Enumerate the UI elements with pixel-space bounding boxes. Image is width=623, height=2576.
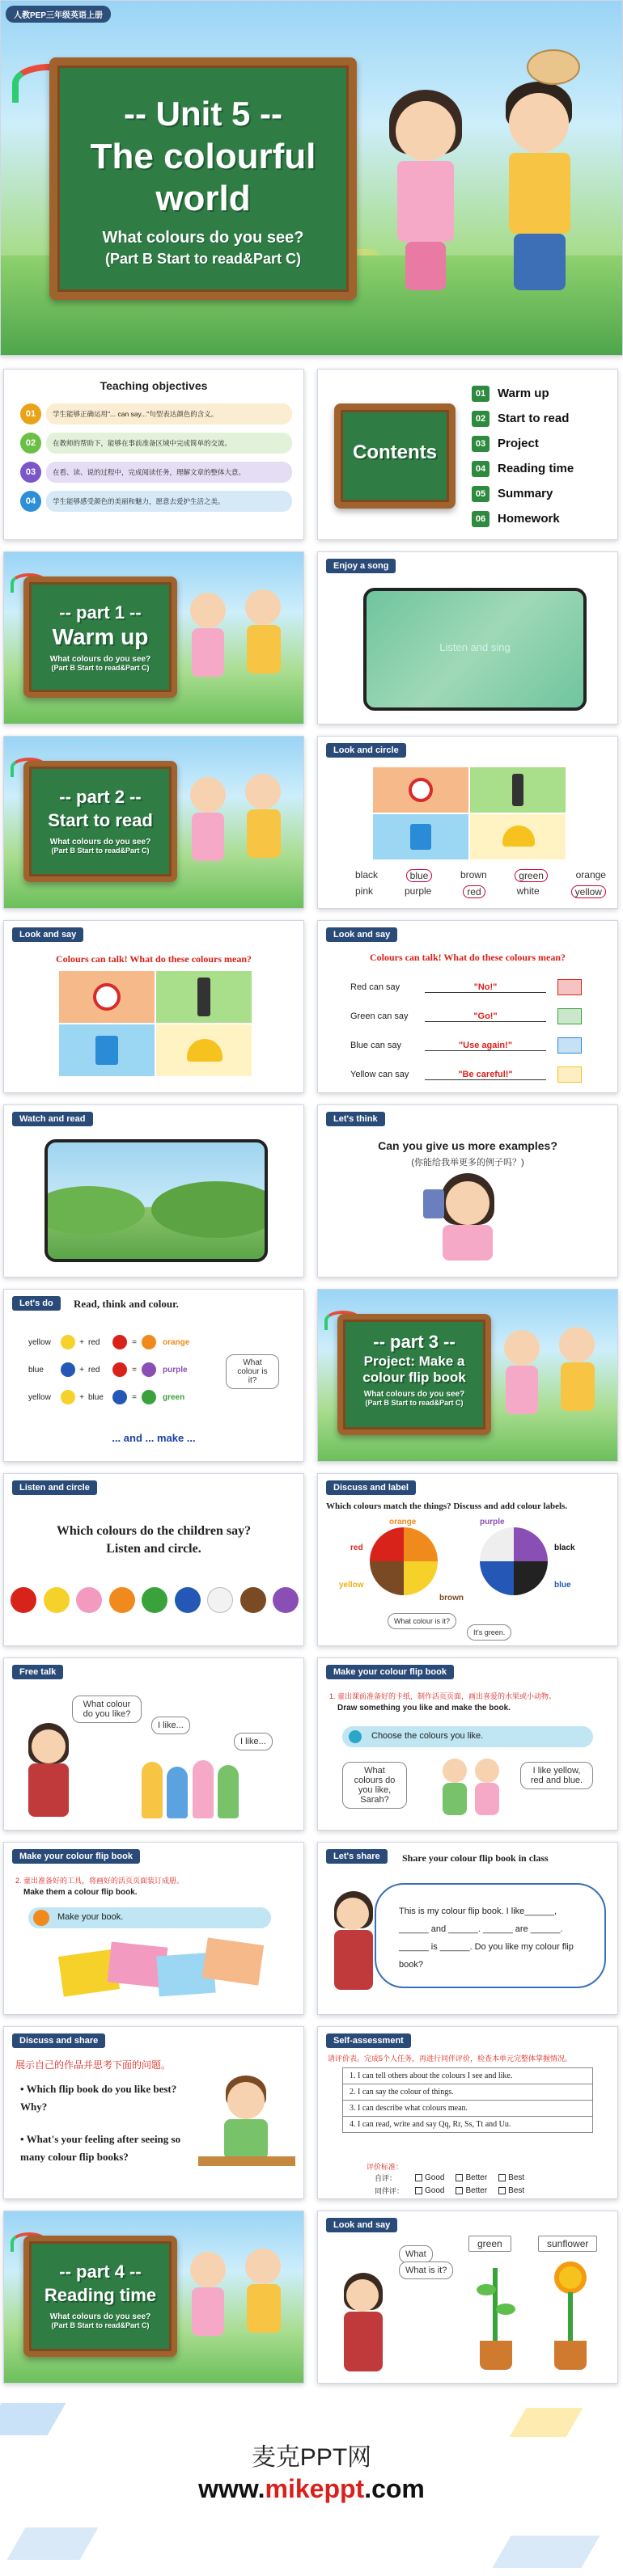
part4-slide[interactable] xyxy=(3,2211,304,2384)
pill-dot xyxy=(349,1730,362,1743)
what-colour-bubble: What colour is it? xyxy=(388,1613,456,1629)
rating-option[interactable] xyxy=(456,2173,487,2183)
share-speech-bubble xyxy=(375,1883,606,1988)
deco-blue-shape xyxy=(0,2403,66,2435)
assessment-item: 1. I can tell others about the colours I see and like. xyxy=(342,2067,593,2084)
thinking-girl-illustration xyxy=(423,1173,512,1270)
look-say-label: Look and say xyxy=(326,927,397,942)
colour-mix-row xyxy=(28,1383,239,1411)
peer-rating-row xyxy=(375,2185,524,2196)
purple-splash xyxy=(273,1587,299,1613)
share-slide[interactable] xyxy=(317,1842,618,2015)
contents-label: Summary xyxy=(498,487,553,500)
contents-item[interactable] xyxy=(472,506,574,531)
step-number-badge xyxy=(33,1910,49,1926)
green-splash xyxy=(142,1587,167,1613)
recycle-card xyxy=(59,1024,155,1076)
checkbox[interactable] xyxy=(498,2174,506,2181)
contents-number: 05 xyxy=(472,486,490,502)
objective-number: 03 xyxy=(20,462,41,483)
no-sign-card xyxy=(373,767,468,813)
song-slide[interactable] xyxy=(317,551,618,724)
brand-cn: 麦克PPT网 xyxy=(251,2444,372,2471)
objectives-list xyxy=(20,403,292,520)
listen-question: Which colours do the children say? xyxy=(56,1524,252,1538)
objectives-slide[interactable] xyxy=(3,369,304,540)
look-say-label: Look and say xyxy=(326,2218,397,2232)
teacher-illustration xyxy=(20,1723,77,1820)
think-slide[interactable] xyxy=(317,1104,618,1277)
think-label: Let's think xyxy=(326,1112,385,1126)
brown-splash xyxy=(240,1587,266,1613)
rating-text: Best xyxy=(508,2173,525,2182)
paint-palette-icon xyxy=(527,49,580,85)
make-book-text: Make your book. xyxy=(57,1912,124,1922)
colour-dot xyxy=(112,1335,127,1349)
mix-colour-a: yellow xyxy=(28,1337,51,1347)
white-splash xyxy=(207,1587,233,1613)
watch-read-label: Watch and read xyxy=(12,1112,93,1126)
share-text: This is my colour flip book. I like______, ______ and ______. ______ are ______. ______ is ______. Do you like my colour flip book? xyxy=(399,1907,574,1970)
answer-prefix: Green can say xyxy=(350,1011,409,1021)
kids-illustration xyxy=(182,2244,295,2373)
traffic-light-card xyxy=(156,971,252,1023)
contents-item[interactable] xyxy=(472,456,574,481)
step-english: Draw something you like and make the book. xyxy=(337,1704,511,1712)
look-circle-slide[interactable] xyxy=(317,736,618,909)
contents-label: Warm up xyxy=(498,386,549,400)
choose-colours-pill xyxy=(342,1726,593,1747)
listen-instruction: Listen and circle. xyxy=(106,1542,201,1556)
cover-title-line1: The colourful xyxy=(90,137,316,177)
answer-lines xyxy=(350,973,593,1089)
part1-chalkboard xyxy=(23,576,177,698)
url-brand: mikeppt xyxy=(265,2474,365,2503)
kids-illustration xyxy=(496,1322,609,1451)
colours-question: Colours can talk! What do these colours mean? xyxy=(55,953,252,965)
mix-result: green xyxy=(163,1392,185,1402)
pink-splash xyxy=(76,1587,102,1613)
colour-dot xyxy=(61,1362,75,1377)
part4-heading: -- part 4 -- xyxy=(59,2261,142,2282)
answer-text: "No!" xyxy=(425,982,546,993)
answer-prefix: Blue can say xyxy=(350,1041,401,1050)
share-label: Let's share xyxy=(326,1849,388,1864)
colour-word[interactable]: white xyxy=(516,885,540,897)
equals-sign: = xyxy=(132,1392,137,1402)
no-sign-card xyxy=(59,971,155,1023)
answer-line xyxy=(350,1002,593,1031)
rating-option[interactable] xyxy=(498,2173,524,2183)
discuss-share-slide[interactable] xyxy=(3,2026,304,2199)
song-label: Enjoy a song xyxy=(326,559,396,573)
colour-dot xyxy=(142,1335,156,1349)
free-talk-label: Free talk xyxy=(12,1665,63,1679)
cover-title-line2: world xyxy=(155,179,251,219)
objective-item xyxy=(20,462,292,483)
what-bubble: What xyxy=(399,2245,433,2263)
objective-item xyxy=(20,403,292,424)
paint-splash-row xyxy=(11,1587,299,1613)
part3-title-line2: colour flip book xyxy=(362,1369,466,1385)
teacher-illustration xyxy=(337,2273,389,2378)
part3-heading: -- part 3 -- xyxy=(373,1332,456,1352)
objective-text: 在看、读、说的过程中，完成阅读任务，理解文章的整体大意。 xyxy=(46,462,292,483)
orange-splash xyxy=(109,1587,135,1613)
answer-bubble-1: I like... xyxy=(151,1717,190,1734)
girl-illustration xyxy=(365,90,486,300)
step-english: Make them a colour flip book. xyxy=(23,1888,138,1897)
plus-sign: + xyxy=(79,1365,84,1375)
answer-prefix: Yellow can say xyxy=(350,1070,409,1079)
checkbox[interactable] xyxy=(456,2187,463,2194)
objective-item xyxy=(20,491,292,512)
objectives-title: Teaching objectives xyxy=(100,379,208,392)
answer-line xyxy=(350,973,593,1002)
colour-word[interactable]: black xyxy=(355,869,379,880)
answer-prefix: Red can say xyxy=(350,982,400,992)
equals-sign: = xyxy=(132,1365,137,1375)
discuss-share-q2: • What's your feeling after seeing so many colour flip books? xyxy=(20,2133,181,2164)
contents-chalkboard xyxy=(334,403,456,509)
sunflower-illustration xyxy=(546,2261,595,2375)
unit-heading: -- Unit 5 -- xyxy=(124,95,282,133)
colour-dot xyxy=(61,1390,75,1404)
sarah-answer-bubble: I like yellow, red and blue. xyxy=(520,1762,593,1789)
flip-book-label: Make your colour flip book xyxy=(326,1665,454,1679)
deco-blue-shape-3 xyxy=(492,2536,600,2568)
colour-word-row1 xyxy=(355,869,606,882)
sarah-question-bubble: What colours do you like, Sarah? xyxy=(342,1762,407,1809)
green-word-card: green xyxy=(468,2236,511,2252)
blue-splash xyxy=(175,1587,201,1613)
equals-sign: = xyxy=(132,1337,137,1347)
objective-text: 学生能够感受颜色的美丽和魅力，愿意去爱护生活之美。 xyxy=(46,491,292,512)
colour-swatch-icon xyxy=(557,1066,582,1083)
rating-option[interactable] xyxy=(456,2185,487,2196)
red-splash xyxy=(11,1587,36,1613)
mix-colour-b: blue xyxy=(88,1392,104,1402)
discuss-share-intro: 展示自己的作品并思考下面的问题。 xyxy=(15,2059,172,2071)
video-caption: Listen and sing xyxy=(439,641,511,653)
colours-question: Colours can talk! What do these colours mean? xyxy=(369,952,566,963)
watch-read-slide[interactable] xyxy=(3,1104,304,1277)
video-player[interactable] xyxy=(44,1139,268,1262)
contents-item[interactable] xyxy=(472,406,574,431)
lets-do-slide[interactable] xyxy=(3,1289,304,1462)
rating-text: Good xyxy=(425,2186,445,2195)
contents-label: Homework xyxy=(498,512,560,526)
part2-title: Start to read xyxy=(48,810,153,831)
self-assessment-label: Self-assessment xyxy=(326,2033,411,2048)
discuss-label: Discuss and label xyxy=(326,1480,416,1495)
plus-sign: + xyxy=(79,1337,84,1347)
part1-sub1: What colours do you see? xyxy=(49,655,151,665)
listen-label: Listen and circle xyxy=(12,1480,97,1495)
contents-number: 02 xyxy=(472,411,490,427)
contents-label: Start to read xyxy=(498,412,570,425)
sunflower-word-card: sunflower xyxy=(538,2236,597,2252)
part3-slide[interactable] xyxy=(317,1289,618,1462)
kids-illustration xyxy=(182,769,295,898)
part1-slide[interactable] xyxy=(3,551,304,724)
colour-word[interactable]: orange xyxy=(575,869,606,880)
look-say-slide-2[interactable] xyxy=(317,920,618,1093)
deco-yellow-shape xyxy=(510,2408,583,2437)
part1-sub2: (Part B Start to read&Part C) xyxy=(51,664,150,673)
objective-text: 在教师的帮助下，能够在事前准备区域中完成简单的交流。 xyxy=(46,433,292,454)
label-red: red xyxy=(350,1543,363,1552)
flip-book-slide-1[interactable] xyxy=(317,1658,618,1831)
mix-result: orange xyxy=(163,1337,190,1347)
answer-text: "Use again!" xyxy=(425,1041,546,1051)
contents-number: 06 xyxy=(472,511,490,527)
part4-sub1: What colours do you see? xyxy=(49,2312,151,2322)
colour-dot xyxy=(61,1335,75,1349)
cover-subtitle2: (Part B Start to read&Part C) xyxy=(104,251,302,268)
colour-mix-rows xyxy=(28,1328,239,1411)
part1-title: Warm up xyxy=(52,624,149,650)
part3-sub2: (Part B Start to read&Part C) xyxy=(365,1398,464,1407)
course-tag: 人教PEP三年级英语上册 xyxy=(6,6,111,23)
contents-number: 01 xyxy=(472,386,490,402)
colour-word[interactable]: pink xyxy=(355,885,374,897)
answer-text: "Be careful!" xyxy=(425,1070,546,1080)
url-suffix: .com xyxy=(364,2474,425,2503)
traffic-light-card xyxy=(470,767,566,813)
part4-chalkboard xyxy=(23,2236,177,2357)
label-blue: blue xyxy=(554,1581,571,1590)
video-player[interactable] xyxy=(363,588,587,711)
question-bubble: What colour do you like? xyxy=(72,1696,142,1723)
children-group-illustration xyxy=(142,1754,239,1818)
listen-circle-slide[interactable] xyxy=(3,1473,304,1646)
colour-swatch-icon xyxy=(557,1008,582,1024)
url-prefix: www. xyxy=(198,2474,265,2503)
discuss-question: Which colours match the things? Discuss and add colour labels. xyxy=(326,1501,568,1511)
mix-result: purple xyxy=(163,1365,188,1375)
answer-line xyxy=(350,1031,593,1060)
peer-rating-label: 同伴评： xyxy=(375,2187,405,2195)
part3-chalkboard xyxy=(337,1314,491,1435)
colour-word[interactable]: red xyxy=(463,885,485,898)
step-instruction: 2. 童出准备好的工具，将画好的活页页面装订成册。 xyxy=(15,1877,184,1885)
colour-swatch-icon xyxy=(557,1037,582,1054)
part2-sub2: (Part B Start to read&Part C) xyxy=(51,847,150,855)
part4-sub2: (Part B Start to read&Part C) xyxy=(51,2321,150,2330)
rating-text: Best xyxy=(508,2186,525,2195)
watermark-footer xyxy=(0,2395,623,2576)
cover-subtitle1: What colours do you see? xyxy=(102,229,304,247)
part2-sub1: What colours do you see? xyxy=(49,838,151,847)
self-rating-row xyxy=(375,2173,524,2183)
think-question: Can you give us more examples? xyxy=(378,1139,557,1152)
colour-word[interactable]: yellow xyxy=(571,885,606,898)
colour-dot xyxy=(112,1390,127,1404)
recycle-card xyxy=(373,814,468,859)
flip-book-label: Make your colour flip book xyxy=(12,1849,140,1864)
contents-slide[interactable] xyxy=(317,369,618,540)
rating-option[interactable] xyxy=(415,2173,444,2183)
what-colour-bubble: What colour is it? xyxy=(226,1354,279,1389)
colour-word[interactable]: brown xyxy=(460,869,487,880)
contents-item[interactable] xyxy=(472,481,574,506)
colour-dot xyxy=(112,1362,127,1377)
deco-blue-shape-2 xyxy=(6,2527,98,2560)
colour-swatch-icon xyxy=(557,979,582,995)
choose-colours-text: Choose the colours you like. xyxy=(371,1731,484,1741)
plus-sign: + xyxy=(79,1392,84,1402)
colour-word-row2 xyxy=(355,885,606,898)
green-plant-illustration xyxy=(472,2268,520,2373)
flip-book-slide-2[interactable] xyxy=(3,1842,304,2015)
share-title: Share your colour flip book in class xyxy=(402,1852,549,1864)
colour-dot xyxy=(142,1390,156,1404)
objective-number: 04 xyxy=(20,491,41,512)
objective-number: 02 xyxy=(20,433,41,454)
rating-text: Good xyxy=(425,2173,445,2182)
checkbox[interactable] xyxy=(415,2187,422,2194)
what-is-it-bubble: What is it? xyxy=(399,2261,453,2279)
mix-colour-b: red xyxy=(88,1365,100,1375)
part4-title: Reading time xyxy=(44,2285,157,2306)
label-black: black xyxy=(554,1543,575,1552)
colour-word[interactable]: green xyxy=(515,869,548,882)
brand-url[interactable] xyxy=(0,2474,623,2504)
criteria-note: 评价标准： xyxy=(367,2163,404,2171)
colour-word[interactable]: purple xyxy=(404,885,432,897)
rating-text: Better xyxy=(465,2186,488,2195)
rating-option[interactable] xyxy=(415,2185,444,2196)
answer-bubble-2: I like... xyxy=(234,1733,273,1750)
checkbox[interactable] xyxy=(498,2187,506,2194)
step-instruction: 1. 童出课前准备好的卡纸，制作活页页面，画出喜爱的水果或小动物。 xyxy=(329,1692,557,1700)
self-assessment-list xyxy=(342,2067,593,2133)
assessment-item: 2. I can say the colour of things. xyxy=(342,2084,593,2100)
lets-do-footer: ... and ... make ... xyxy=(112,1432,196,1444)
contents-item[interactable] xyxy=(472,431,574,456)
label-orange: orange xyxy=(389,1518,417,1527)
look-circle-label: Look and circle xyxy=(326,743,406,758)
colour-mix-row xyxy=(28,1328,239,1356)
contents-label: Project xyxy=(498,437,539,450)
part2-slide[interactable] xyxy=(3,736,304,909)
flip-book-cards xyxy=(61,1936,263,2001)
free-talk-slide[interactable] xyxy=(3,1658,304,1831)
discuss-share-q1: • Which flip book do you like best? Why? xyxy=(20,2083,177,2114)
mix-colour-a: yellow xyxy=(28,1392,51,1402)
children-talking-illustration xyxy=(439,1755,504,1820)
label-purple: purple xyxy=(480,1518,505,1527)
lets-do-label: Let's do xyxy=(12,1296,61,1311)
contents-list xyxy=(472,381,574,531)
colour-wheel-right xyxy=(480,1527,548,1595)
boy-illustration xyxy=(478,82,600,308)
cover-slide[interactable] xyxy=(0,0,623,356)
objective-text: 学生能够正确运用"... can say..."句型表达颜色的含义。 xyxy=(46,403,292,424)
objective-number: 01 xyxy=(20,403,41,424)
contents-item[interactable] xyxy=(472,381,574,406)
discuss-share-label: Discuss and share xyxy=(12,2033,105,2048)
part3-sub1: What colours do you see? xyxy=(363,1389,465,1399)
assessment-item: 3. I can describe what colours mean. xyxy=(342,2100,593,2116)
helmet-card xyxy=(470,814,566,859)
colour-mix-row xyxy=(28,1356,239,1383)
lets-do-title: Read, think and colour. xyxy=(74,1298,179,1310)
cover-chalkboard xyxy=(49,57,357,300)
look-say-label: Look and say xyxy=(12,927,83,942)
look-say-slide-1[interactable] xyxy=(3,920,304,1093)
assessment-item: 4. I can read, write and say Qq, Rr, Ss, Tt and Uu. xyxy=(342,2116,593,2133)
rating-option[interactable] xyxy=(498,2185,524,2196)
teacher-illustration xyxy=(329,1891,378,1996)
look-say-slide-3[interactable] xyxy=(317,2211,618,2384)
label-brown: brown xyxy=(439,1594,464,1603)
helmet-card xyxy=(156,1024,252,1076)
part2-heading: -- part 2 -- xyxy=(59,787,142,807)
checkbox[interactable] xyxy=(415,2174,422,2181)
mix-colour-a: blue xyxy=(28,1365,44,1375)
checkbox[interactable] xyxy=(456,2174,463,2181)
contents-label: Reading time xyxy=(498,462,574,475)
contents-number: 04 xyxy=(472,461,490,477)
objective-item xyxy=(20,433,292,454)
self-assessment-slide[interactable] xyxy=(317,2026,618,2199)
self-assessment-intro: 请评价表。完成5个人任务，再进行同伴评价，检查本单元完整体掌握情况。 xyxy=(328,2054,573,2063)
colour-word[interactable]: blue xyxy=(406,869,433,882)
answer-line xyxy=(350,1060,593,1089)
contents-heading: Contents xyxy=(353,441,437,463)
contents-number: 03 xyxy=(472,436,490,452)
its-green-bubble: It's green. xyxy=(467,1624,511,1641)
think-question-cn: (你能给我举更多的例子吗？) xyxy=(411,1158,524,1168)
part3-title-line1: Project: Make a xyxy=(363,1353,465,1370)
label-yellow: yellow xyxy=(339,1581,364,1590)
rating-text: Better xyxy=(465,2173,488,2182)
student-desk-illustration xyxy=(198,2076,295,2189)
kids-illustration xyxy=(182,585,295,714)
colour-wheel-left xyxy=(370,1527,438,1595)
discuss-label-slide[interactable] xyxy=(317,1473,618,1646)
answer-text: "Go!" xyxy=(425,1011,546,1022)
part1-heading: -- part 1 -- xyxy=(59,602,142,623)
part2-chalkboard xyxy=(23,761,177,882)
mix-colour-b: red xyxy=(88,1337,100,1347)
self-rating-label: 自评： xyxy=(375,2174,397,2182)
yellow-splash xyxy=(44,1587,70,1613)
colour-dot xyxy=(142,1362,156,1377)
make-book-pill xyxy=(28,1907,271,1928)
